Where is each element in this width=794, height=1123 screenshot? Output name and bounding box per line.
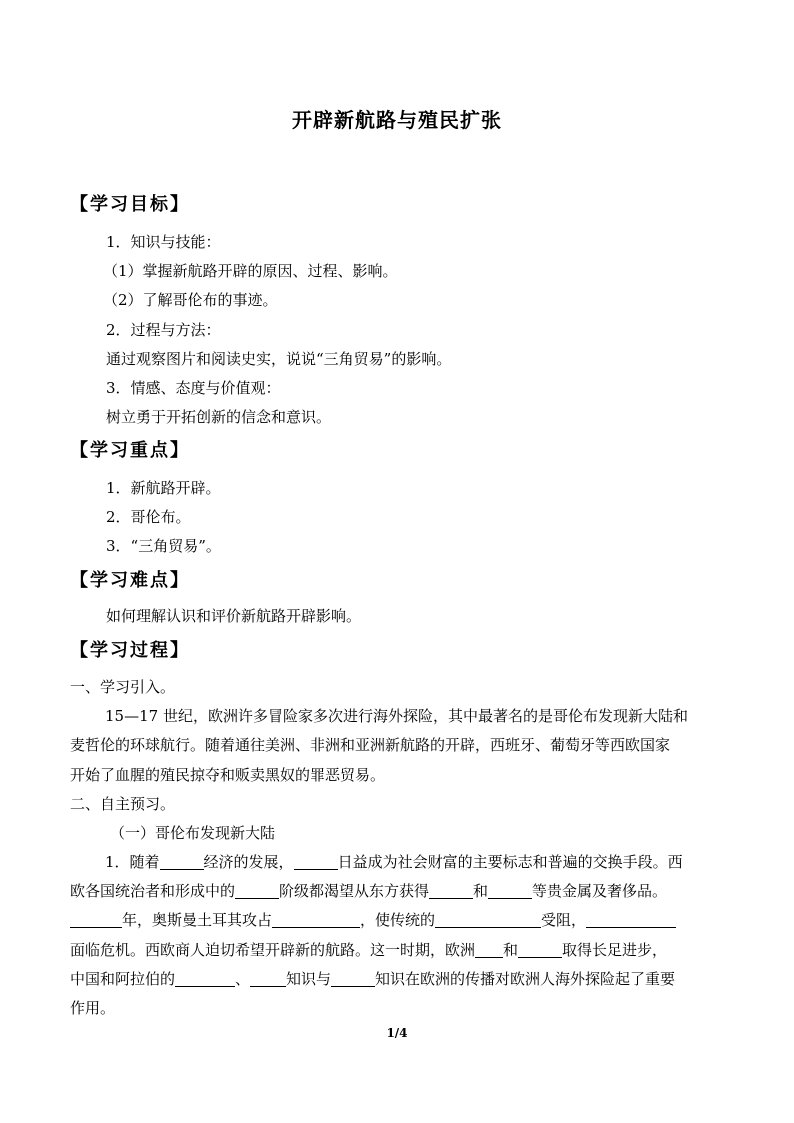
key-point-line: 2．哥伦布。 <box>106 508 191 526</box>
process-heading: 【学习过程】 <box>70 640 190 661</box>
fill-blank[interactable] <box>272 911 360 928</box>
objective-line: 树立勇于开拓创新的信念和意识。 <box>106 408 332 426</box>
fill-blank[interactable] <box>586 911 676 928</box>
question-text: 阶级都渴望从东方获得 <box>279 882 430 900</box>
paragraph-line: 麦哲伦的环球航行。随着通往美洲、非洲和亚洲新航路的开辟，西班牙、葡萄牙等西欧国家 <box>70 736 671 754</box>
question-text: 、 <box>235 970 251 988</box>
key-points-heading: 【学习重点】 <box>70 440 190 461</box>
question-line <box>70 969 675 989</box>
question-text: 经济的发展， <box>203 853 294 871</box>
question-text: 和 <box>503 941 519 959</box>
section-heading: 二、自主预习。 <box>70 795 176 813</box>
paragraph-line: 15—17 世纪，欧洲许多冒险家多次进行海外探险，其中最著名的是哥伦布发现新大陆和 <box>105 707 688 725</box>
question-text: 等贵金属及奢侈品。 <box>532 882 668 900</box>
difficulty-line: 如何理解认识和评价新航路开辟影响。 <box>106 607 362 625</box>
fill-blank[interactable] <box>518 941 562 958</box>
question-line <box>70 910 676 930</box>
key-point-line: 1．新航路开辟。 <box>106 479 221 497</box>
objective-line: 1．知识与技能： <box>106 233 221 251</box>
objective-line: （2）了解哥伦布的事迹。 <box>103 291 278 309</box>
fill-blank[interactable] <box>70 911 122 928</box>
section-heading: 一、学习引入。 <box>70 678 176 696</box>
fill-blank[interactable] <box>331 970 375 987</box>
fill-blank[interactable] <box>475 941 503 958</box>
question-text: 日益成为社会财富的主要标志和普遍的交换手段。西 <box>337 853 683 871</box>
fill-blank[interactable] <box>160 853 204 870</box>
fill-blank[interactable] <box>250 970 286 987</box>
question-text: ，使传统的 <box>360 911 436 929</box>
question-text: 取得长足进步， <box>562 941 668 959</box>
question-text: 面临危机。西欧商人迫切希望开辟新的航路。这一时期，欧洲 <box>70 941 476 959</box>
paragraph-line: 开始了血腥的殖民掠夺和贩卖黑奴的罪恶贸易。 <box>70 766 386 784</box>
objective-line: 3．情感、态度与价值观： <box>106 379 281 397</box>
page-title: 开辟新航路与殖民扩张 <box>292 108 502 132</box>
fill-blank[interactable] <box>175 970 235 987</box>
question-line <box>70 881 667 901</box>
fill-blank[interactable] <box>488 882 532 899</box>
objectives-heading: 【学习目标】 <box>70 194 190 215</box>
question-text: 中国和阿拉伯的 <box>70 970 176 988</box>
fill-blank[interactable] <box>294 853 338 870</box>
subsection-heading: （一）哥伦布发现新大陆 <box>110 824 276 842</box>
page-number: 1/4 <box>386 1026 408 1040</box>
question-text: 1．随着 <box>105 853 160 871</box>
fill-blank[interactable] <box>435 911 541 928</box>
question-text: 年，奥斯曼土耳其攻占 <box>122 911 273 929</box>
fill-blank[interactable] <box>429 882 473 899</box>
question-line: 作用。 <box>70 999 116 1017</box>
question-text: 知识与 <box>286 970 332 988</box>
difficulties-heading: 【学习难点】 <box>70 570 190 591</box>
question-text: 受阻， <box>541 911 587 929</box>
question-text: 知识在欧洲的传播对欧洲人海外探险起了重要 <box>375 970 676 988</box>
question-line <box>105 852 683 872</box>
objective-line: （1）掌握新航路开辟的原因、过程、影响。 <box>103 262 398 280</box>
question-text: 和 <box>473 882 489 900</box>
objective-line: 2．过程与方法： <box>106 321 221 339</box>
question-line <box>70 940 667 960</box>
question-text: 欧各国统治者和形成中的 <box>70 882 236 900</box>
objective-line: 通过观察图片和阅读史实，说说“三角贸易”的影响。 <box>106 350 452 368</box>
fill-blank[interactable] <box>235 882 279 899</box>
key-point-line: 3．“三角贸易”。 <box>106 537 221 555</box>
